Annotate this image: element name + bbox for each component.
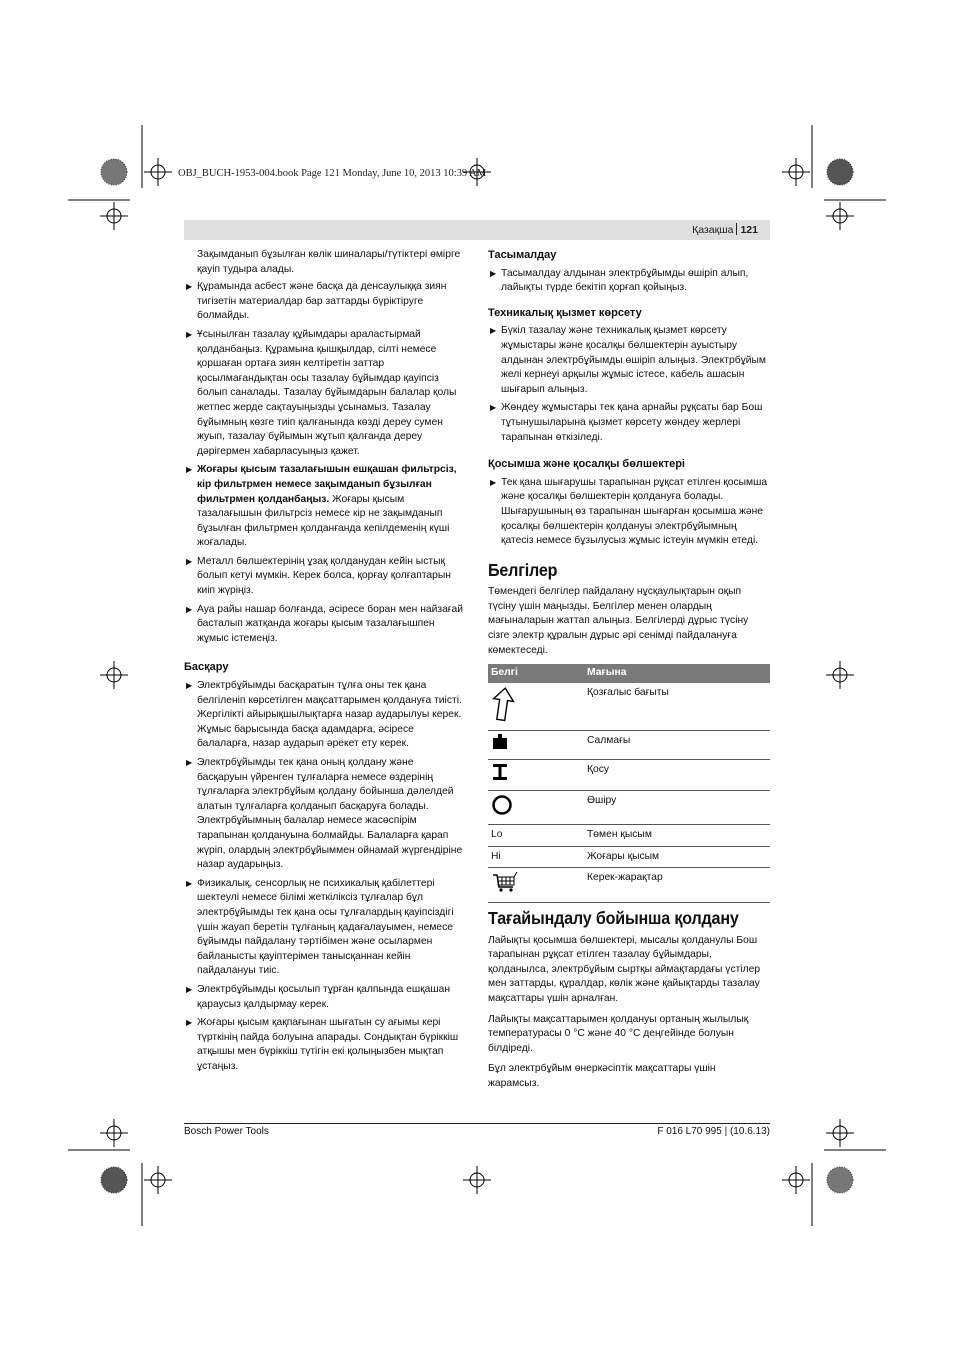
list-item: ▶ Тасымалдау алдынан электрбұйымды өшіріп алып, лайықты түрде бекітіп қорғап қойыңыз. (490, 267, 749, 294)
list-item: ▶ Электрбұйымды қосылып тұрған қалпында ешқашан қараусыз қалдырмау керек. (186, 983, 451, 1010)
footer-brand: Bosch Power Tools (184, 1126, 269, 1137)
section-title-transport: Тасымалдау (488, 249, 557, 261)
list-item: ▶ Тек қана шығарушы тарапынан рұқсат етілген қосымша және қосалқы бөлшектерін қолдануға болады. Шығарушының өз тарапынан шығарған қосымша және қосалқы бөлшектерін қолдануы электрбұйымның қатесіз немесе бұзылусыз жұмыс істеуін мүмкін етеді. (490, 476, 768, 547)
table-row: Қосу (488, 760, 770, 791)
bullet-arrow-icon: ▶ (490, 477, 497, 487)
paragraph: Бұл электрбұйым өнеркәсіптік мақсаттары үшін жарамсыз. (488, 1063, 716, 1089)
section-title-symbols: Белгілер (488, 559, 558, 580)
list-item: ▶ Бүкіл тазалау және техникалық қызмет көрсету жұмыстары және қосалқы бөлшектерін ауыстыру алдынан электрбұйымды өшіріп алыңыз. Электрбұйым желі кернеуі арқылы жұмыс істесе, кабель ашасын шығарып алыңыз. (490, 325, 767, 395)
page-header (184, 220, 770, 240)
footer-doc-number: F 016 L70 995 | (10.6.13) (657, 1126, 770, 1137)
section-title-service: Техникалық қызмет көрсету (488, 306, 642, 319)
list-item: ▶ Физикалық, сенсорлық не психикалық қабілеттері шектеулі немесе білімі жеткіліксіз тұлғалар бұл электрбұйымды тек қана осы тұлғалардың қауіпсіздігі үшін жауап беретін тұлғаның қадағалауымен, немесе бұйымды пайдалану тәртібімен және осылармен байланысты қауіптерімен танысқаннан кейін пайдалануы тиіс. (186, 877, 454, 977)
list-item: ▶ Электрбұйымды тек қана оның қолдану және басқаруын үйренген тұлғаларға немесе өздерінің тұлғаларға электрбұйым қолдану бойынша дәлелдей алатын тұлғаларға қолданып басқаруға болады. Электрбұйымның балалар немесе жасөспірім тарапынан қолдануына болмайды. Балаларға қарап жүріп, олардың электрбұйыммен ойнамай жүргендіріне назар аударыңыз. (186, 757, 463, 871)
bullet-arrow-icon: ▶ (490, 268, 497, 278)
bullet-arrow-icon: ▶ (186, 878, 193, 888)
bullet-arrow-icon: ▶ (186, 282, 193, 292)
symbols-intro: Төмендегі белгілер пайдалану нұсқаулықтарын оқып түсіну үшін маңызды. Белгілер менен олардың мағыналарын жаттап алыңыз. Белгілерді дұрыс түсіну сізге электр құралын дұрыс әрі сенімді пайдалануға көмектеседі. (488, 586, 749, 656)
table-row: Қозғалыс бағыты (488, 683, 770, 731)
power-off-icon (491, 794, 513, 816)
accessories-basket-icon (491, 871, 519, 893)
power-on-icon (491, 763, 509, 781)
footer-divider (184, 1123, 770, 1124)
list-item: ▶ Жоғары қысым қақпағынан шығатын су ағымы кері түрткінің пайда болуына апарады. Сондықтан бүріккіш атқышы мен бүріккіш түтігін екі қолыңызбен мықтап ұстаңыз. (186, 1017, 459, 1072)
list-item: ▶ Жоғары қысым тазалағышын ешқашан фильтрсіз, кір фильтрмен немесе зақымданып бұзылған фильтрмен қолданбаңыз. Жоғары қысым тазалағышын фильтрсіз немесе кір не зақымданып бұзылған фильтрмен қолданғанда кепілдеменің күші жоғалады. (186, 464, 457, 549)
list-item: ▶ Жөндеу жұмыстары тек қана арнайы рұқсаты бар Бош тұтынушыларына қызмет көрсету жөндеу жерлері тарапынан өткізіледі. (490, 402, 763, 443)
col-meaning-header: Мағына (584, 664, 770, 683)
list-item: ▶ Құрамында асбест және басқа да денсаулыққа зиян тигізетін материалдар бар заттарды бүріктіруге болмайды. (186, 281, 447, 322)
bullet-arrow-icon: ▶ (490, 326, 497, 336)
direction-arrow-icon (491, 686, 515, 722)
list-item: ▶ Электрбұйымды басқаратын тұлға оны тек қана белгіленіп көрсетілген мақсаттарымен қолдануға тиісті. Жергілікті айырықшылықтарға назар аударылуы керек. Жұмыс барысында басқа адамдарға, әсіресе балаларға, назар аударып әрекет ету керек. (186, 680, 462, 750)
table-row: Өшіру (488, 790, 770, 825)
intro-text: Зақымданып бұзылған көлік шиналары/түтіктері өмірге қауіп тудыра алады. (197, 249, 461, 275)
paragraph: Лайықты қосымша бөлшектері, мысалы қолданулы Бош тарапынан рұқсат етілген тазалау бұйымдары, қолданылса, электрбұйым сыртқы аймақтардағы үстілер мен заттарды, құралдар, көлік және қайықтарды тазалау мақсаттары үшін арналған. (488, 934, 761, 1004)
section-title-control: Басқару (184, 661, 229, 674)
left-column (184, 248, 464, 1078)
header-language: Қазақша (692, 224, 734, 236)
symbols-table (488, 664, 770, 903)
col-symbol-header: Белгі (488, 664, 584, 683)
file-info: OBJ_BUCH-1953-004.book Page 121 Monday, June 10, 2013 10:39 AM (178, 168, 487, 179)
bullet-arrow-icon: ▶ (186, 604, 193, 614)
table-row: Керек-жарақтар (488, 868, 770, 903)
table-row: Hi Жоғары қысым (488, 846, 770, 868)
table-row: Салмағы (488, 731, 770, 760)
section-title-intended-use: Тағайындалу бойынша қолдану (488, 908, 739, 928)
bullet-arrow-icon: ▶ (186, 681, 193, 691)
paragraph: Лайықты мақсаттарымен қолдануы ортаның жылылық температурасы 0 °C және 40 °C деңгейінде болуын білдіреді. (488, 1013, 749, 1054)
list-item: ▶ Металл бөлшектерінің ұзақ қолданудан кейін ыстық болып кетуі мүмкін. Керек болса, қорғау қолғаптарын киіп жүріңіз. (186, 555, 451, 597)
bullet-arrow-icon: ▶ (186, 984, 193, 994)
bullet-arrow-icon: ▶ (186, 1018, 193, 1028)
table-row: Lo Төмен қысым (488, 825, 770, 847)
bullet-arrow-icon: ▶ (490, 403, 497, 413)
section-title-parts: Қосымша және қосалқы бөлшектері (488, 458, 685, 471)
page-number: 121 (740, 224, 758, 236)
list-item: ▶ Ауа райы нашар болғанда, әсіресе боран мен найзағай басталып жатқанда жоғары қысым тазалағышпен жұмыс істемеңіз. (186, 603, 464, 644)
bullet-arrow-icon: ▶ (186, 329, 193, 339)
bullet-arrow-icon: ▶ (186, 465, 193, 475)
bullet-arrow-icon: ▶ (186, 556, 193, 566)
weight-icon (491, 734, 509, 750)
bullet-arrow-icon: ▶ (186, 758, 193, 767)
list-item: ▶ Ұсынылған тазалау құйымдары араластырмай қолданбаңыз. Құрамына қышқылдар, сілті немесе қоршаған ортаға зиян келтіретін заттар қосылмағандықтан осы тазалау бұйымдар қауіпсіз болып саналады. Тазалау бұйымдарын балалар қолы жетпес жерде сақтауыңызды ұсынамыз. Тазалау бұйымның көзге тиіп қалғанында көзді дереу сумен жуып, тазалау бұйымын жұтып қалғанда дереу дәрігермен хабарласуыңыз қажет. (186, 328, 457, 457)
right-column (488, 248, 768, 1095)
